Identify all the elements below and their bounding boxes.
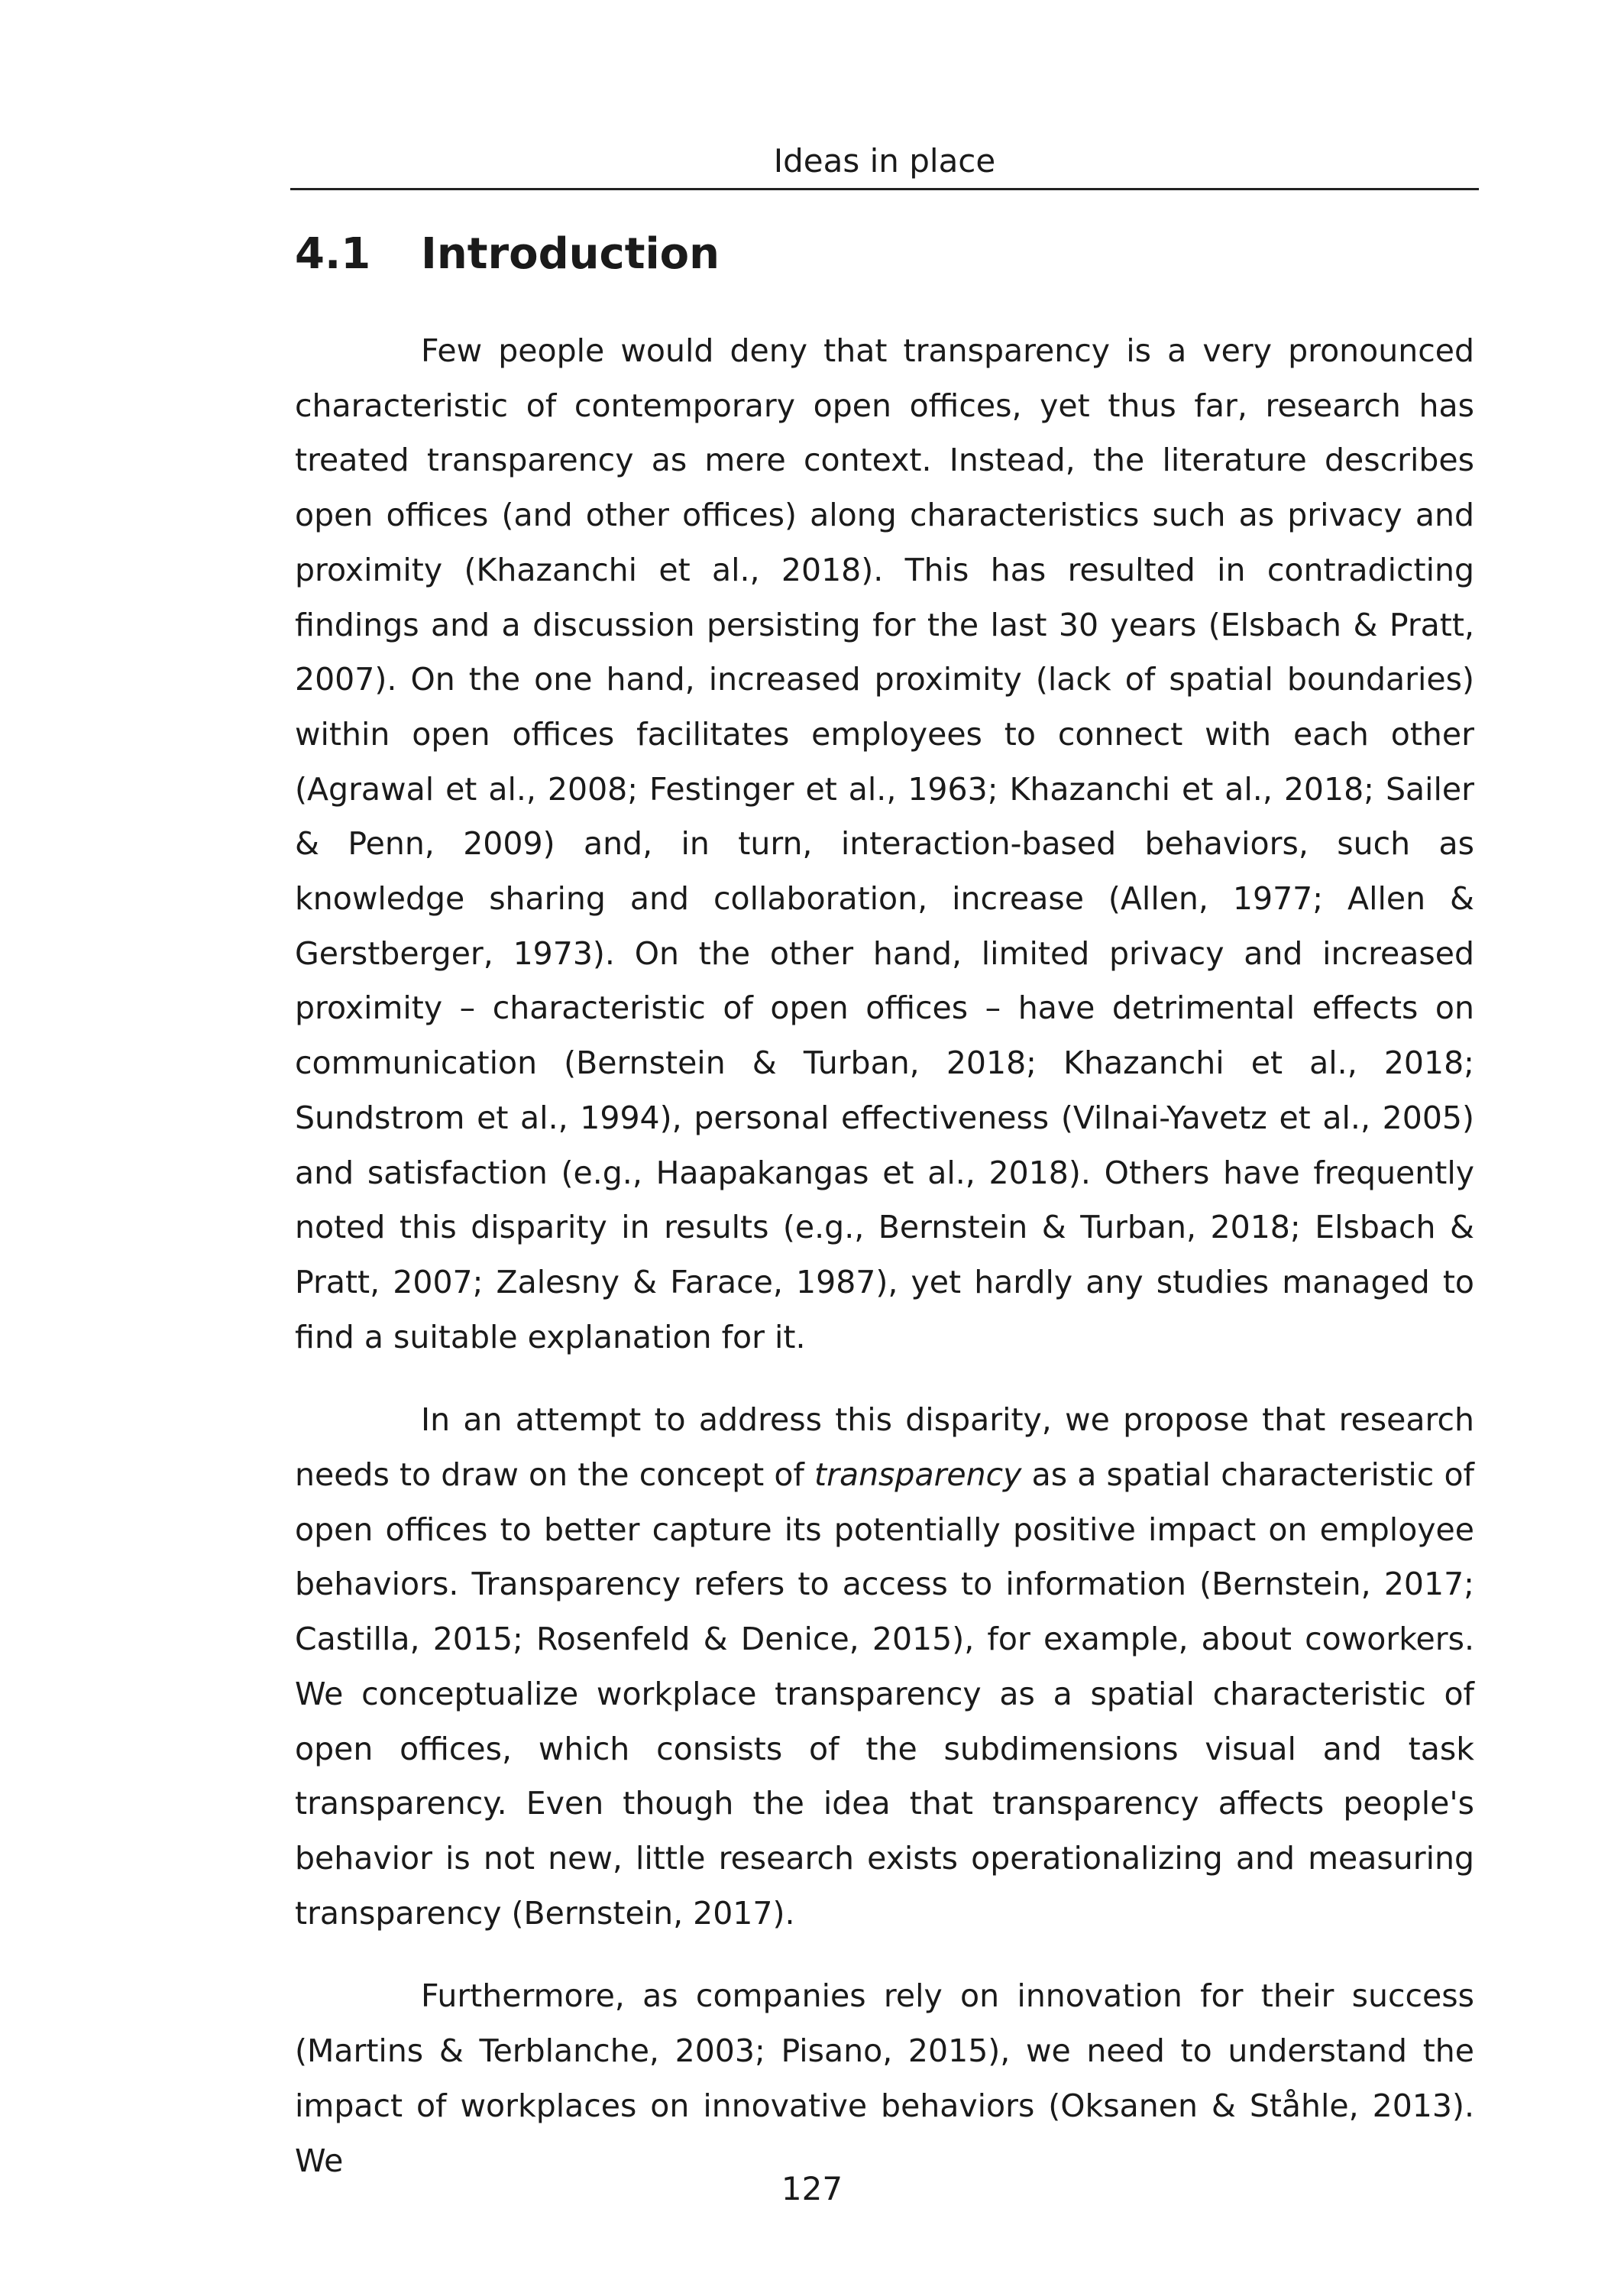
paragraph <box>295 1969 1474 2188</box>
text: Furthermore, as companies rely on innovation for their success (Martins & Terblanche, 2003; Pisano, 2015), we need to understand the impact of workplaces on innovative behaviors (Oksanen & Ståhle, 2013). We <box>295 1977 1474 2179</box>
paragraph <box>295 324 1474 1365</box>
emphasis: transparency <box>814 1456 1022 1494</box>
section-number: 4.1 <box>295 229 371 279</box>
page-number: 127 <box>781 2170 843 2207</box>
text: In an attempt to address this disparity, we propose that research needs to draw on the concept of <box>295 1401 1474 1494</box>
running-head: Ideas in place <box>773 142 996 180</box>
body-text <box>295 324 1474 2217</box>
text: as a spatial characteristic of open offices to better capture its potentially positive impact on employee behaviors. Transparency refers to access to information (Bernstein, 2017; Castilla, 2015; Rosenfeld & Denice, 2015), for example, about coworkers. We conceptualize workplace transparency as a spatial characteristic of open offices, which consists of the subdimensions visual and task transparency. Even though the idea that transparency affects people's behavior is not new, little research exists operationalizing and measuring transparency (Bernstein, 2017). <box>295 1456 1474 1932</box>
section-title: Introduction <box>421 229 720 279</box>
text: Few people would deny that transparency is a very pronounced characteristic of contemporary open offices, yet thus far, research has treated transparency as mere context. Instead, the literature describes open offices (and other offices) along characteristics such as privacy and proximity (Khazanchi et al., 2018). This has resulted in contradicting findings and a discussion persisting for the last 30 years (Elsbach & Pratt, 2007). On the one hand, increased proximity (lack of spatial boundaries) within open offices facilitates employees to connect with each other (Agrawal et al., 2008; Festinger et al., 1963; Khazanchi et al., 2018; Sailer & Penn, 2009) and, in turn, interaction-based behaviors, such as knowledge sharing and collaboration, increase (Allen, 1977; Allen & Gerstberger, 1973). On the other hand, limited privacy and increased proximity – characteristic of open offices – have detrimental effects on communication (Bernstein & Turban, 2018; Khazanchi et al., 2018; Sundstrom et al., 1994), personal effectiveness (Vilnai-Yavetz et al., 2005) and satisfaction (e.g., Haapakangas et al., 2018). Others have frequently noted this disparity in results (e.g., Bernstein & Turban, 2018; Elsbach & Pratt, 2007; Zalesny & Farace, 1987), yet hardly any studies managed to find a suitable explanation for it. <box>295 332 1474 1355</box>
paragraph <box>295 1393 1474 1941</box>
section-heading <box>295 229 720 279</box>
header-rule <box>290 188 1479 190</box>
